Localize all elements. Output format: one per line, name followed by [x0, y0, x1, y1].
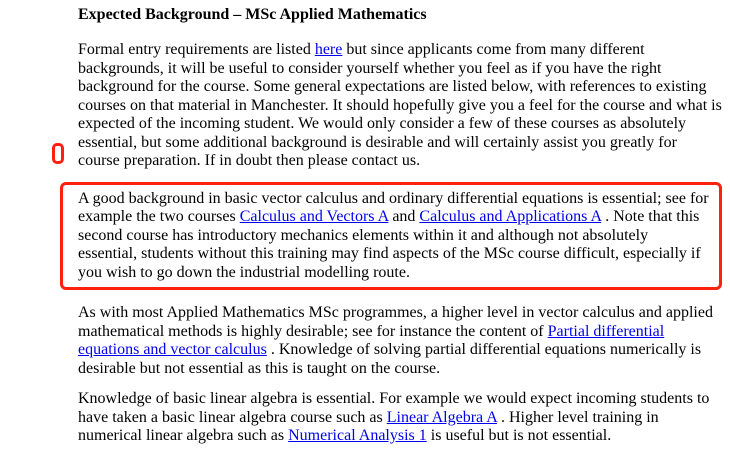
- link-numerical-analysis-1[interactable]: Numerical Analysis 1: [288, 427, 427, 444]
- paragraph-intro: [78, 41, 722, 171]
- text-run: Knowledge of basic linear algebra is essential. For example we would expect incoming students to have taken a basic linear algebra course such as: [78, 390, 710, 426]
- text-run: . Knowledge of solving partial differential equations numerically is desirable but not essential as this is taught on the course.: [78, 341, 702, 377]
- link-here[interactable]: here: [314, 41, 343, 58]
- text-run: A good background in basic vector calculus and ordinary differential equations is essential; see for example the two courses: [78, 189, 709, 225]
- text-run: Formal entry requirements are listed: [78, 41, 315, 58]
- paragraph-essential-background: [78, 190, 711, 283]
- text-run: is useful but is not essential.: [426, 427, 612, 444]
- red-annotation-box: [60, 182, 722, 291]
- text-run: . Higher level training in numerical linear algebra such as: [78, 408, 659, 444]
- paragraph-higher-level: [78, 304, 722, 378]
- red-marker-annotation: [52, 143, 64, 164]
- text-run: but since applicants come from many different backgrounds, it will be useful to consider yourself whether you feel as if you have the right background for the course. Some general expectations are listed below, with references to existing courses on that material in Manchester. It should hopefully give you a feel for the course and what is expected of the incoming student. We would only consider a few of these courses as absolutely essential, but some additional background is desirable and will certainly assist you greatly for course preparation. If in doubt then please contact us.: [78, 41, 722, 169]
- link-linear-algebra-a[interactable]: Linear Algebra A: [386, 408, 497, 426]
- link-partial-differential-equations-and-vector-calculus[interactable]: Partial differential equations and vector calculus: [78, 322, 665, 358]
- page-title: Expected Background – MSc Applied Mathematics: [78, 6, 427, 23]
- text-run: As with most Applied Mathematics MSc programmes, a higher level in vector calculus and applied mathematical methods is highly desirable; see for instance the content of: [78, 304, 713, 340]
- link-calculus-and-applications-a[interactable]: Calculus and Applications A: [419, 208, 602, 225]
- paragraph-linear-algebra: [78, 390, 722, 446]
- text-run: and: [388, 208, 420, 225]
- link-calculus-and-vectors-a[interactable]: Calculus and Vectors A: [239, 208, 389, 225]
- text-run: . Note that this second course has introductory mechanics elements within it and although not absolutely essential, students without this training may find aspects of the MSc course difficult, especially if you wish to go down the industrial modelling route.: [78, 208, 701, 281]
